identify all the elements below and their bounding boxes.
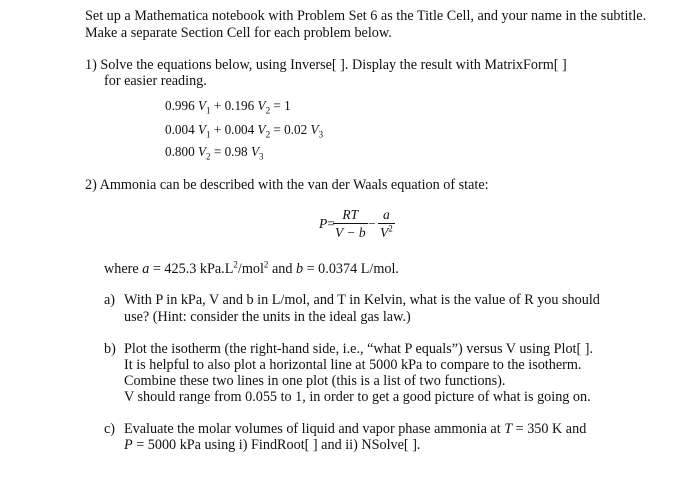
eq2-rhs: 0.02: [284, 122, 308, 137]
part-c-line-2: P = 5000 kPa using i) FindRoot[ ] and ii) NSolve[ ].: [124, 437, 421, 453]
equation-3: 0.800 $V_2 = 0.98$ $V_3$: [165, 144, 264, 162]
eq2-coef1: 0.004: [165, 122, 195, 137]
part-c-line-1: Evaluate the molar volumes of liquid and vapor phase ammonia at T = 350 K and: [124, 421, 587, 437]
formula-frac1-numerator: RT: [342, 207, 359, 222]
equation-1: 0.996 $V_1 + 0.196$ $V_2 = 1$: [165, 98, 291, 116]
part-b-label: b): [104, 341, 116, 357]
part-a-line-2: use? (Hint: consider the units in the ideal gas law.): [124, 309, 411, 325]
eq1-rhs: 1: [284, 98, 291, 113]
part-b-line-1: Plot the isotherm (the right-hand side, i.e., “what P equals”) versus V using Plot[ ].: [124, 341, 594, 357]
eq1-coef1: 0.996: [165, 98, 195, 113]
part-b-line-3: Combine these two lines in one plot (this is a list of two functions).: [124, 373, 506, 389]
formula-minus: −: [368, 216, 376, 231]
part-b-line-2: It is helpful to also plot a horizontal line at 5000 kPa to compare to the isotherm.: [124, 357, 582, 373]
part-c-label: c): [104, 421, 116, 437]
intro-line-2: Make a separate Section Cell for each problem below.: [85, 25, 392, 41]
eq3-coef1: 0.800: [165, 144, 195, 159]
eq1-coef2: 0.196: [224, 98, 255, 113]
problem-2-line-1: 2) Ammonia can be described with the van der Waals equation of state:: [85, 177, 489, 193]
formula-lhs: P=: [319, 216, 335, 231]
formula-fraction-2: [378, 207, 395, 240]
part-b-line-4: V should range from 0.055 to 1, in order to get a good picture of what is going on.: [124, 389, 591, 405]
intro-line-1: Set up a Mathematica notebook with Problem Set 6 as the Title Cell, and your name in the subtitle.: [85, 8, 647, 24]
formula-frac1-bar: [333, 223, 368, 224]
eq3-rhs: 0.98: [224, 144, 248, 159]
part-a-line-1: With P in kPa, V and b in L/mol, and T in Kelvin, what is the value of R you should: [124, 292, 600, 308]
part-a-label: a): [104, 292, 116, 308]
problem-1-line-1: 1) Solve the equations below, using Inverse[ ]. Display the result with MatrixForm[ ]: [85, 57, 567, 73]
formula-frac2-denominator: $V^2$: [380, 223, 393, 240]
constants-line: where a = 425.3 $kPa.L^2/mol^2$ and b = 0.0374 L/mol.: [104, 259, 399, 277]
eq2-coef2: 0.004: [224, 122, 255, 137]
formula-fraction-1: [333, 207, 368, 240]
problem-1-line-2: for easier reading.: [104, 73, 207, 89]
equation-2: 0.004 $V_1 + 0.004$ $V_2 = 0.02$ $V_3$: [165, 122, 324, 140]
formula-frac2-numerator: a: [383, 207, 390, 222]
formula-frac1-denominator: V − b: [335, 225, 366, 240]
